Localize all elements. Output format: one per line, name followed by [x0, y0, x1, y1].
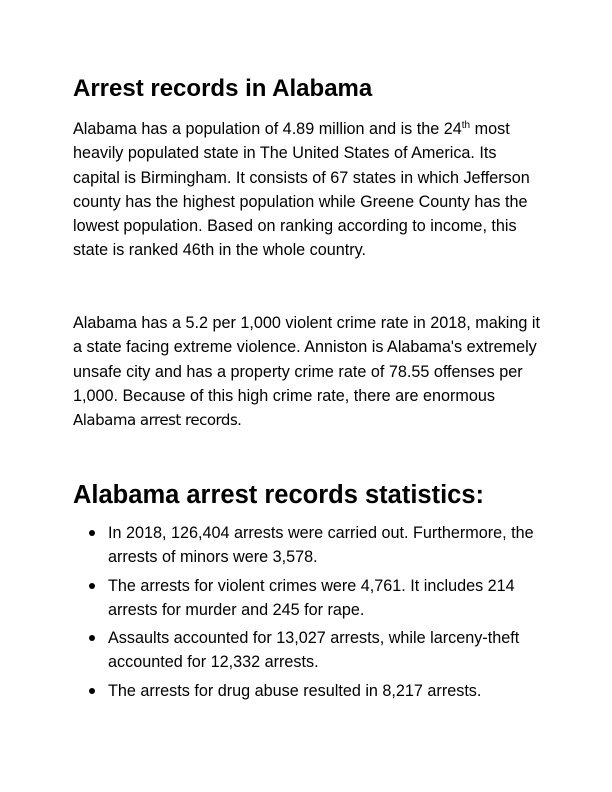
- bullet-icon: [89, 635, 95, 641]
- intro-text-end: most heavily populated state in The United States of America. Its capital is Birmingham. It consists of 67 states in which Jefferson county has the highest population while Greene County has the lowest population. Based on ranking according to income, this state is ranked 46th in the whole country.: [73, 120, 530, 260]
- ordinal-suffix: th: [461, 120, 471, 131]
- bullet-icon: [89, 688, 95, 694]
- stats-list: [89, 521, 549, 707]
- stats-item-text: The arrests for drug abuse resulted in 8,217 arrests.: [108, 681, 482, 700]
- stats-heading: Alabama arrest records statistics:: [73, 481, 485, 509]
- stats-item-text: In 2018, 126,404 arrests were carried out. Furthermore, the arrests of minors were 3,578.: [108, 524, 534, 567]
- stats-list-item: [89, 574, 549, 623]
- stats-list-item: [89, 679, 549, 703]
- bullet-icon: [89, 530, 95, 536]
- intro-text-start: Alabama has a population of 4.89 million and is the 24: [73, 120, 462, 138]
- arrest-records-phrase: Alabama arrest records: [73, 411, 238, 430]
- stats-item-text: Assaults accounted for 13,027 arrests, while larceny-theft accounted for 12,332 arrests.: [108, 629, 520, 672]
- stats-item-text: The arrests for violent crimes were 4,761. It includes 214 arrests for murder and 245 for rape.: [108, 576, 515, 619]
- crime-text-end: .: [237, 411, 242, 430]
- main-heading: Arrest records in Alabama: [73, 75, 373, 102]
- crime-paragraph: [73, 311, 543, 432]
- intro-paragraph: [73, 117, 543, 263]
- crime-text: Alabama has a 5.2 per 1,000 violent crime rate in 2018, making it a state facing extreme violence. Anniston is Alabama's extremely unsafe city and has a property crime rate of 78.55 offenses per 1,000. Because of this high crime rate, there are enormous: [73, 314, 541, 405]
- stats-list-item: [89, 626, 549, 675]
- stats-list-item: [89, 521, 549, 570]
- bullet-icon: [89, 583, 95, 589]
